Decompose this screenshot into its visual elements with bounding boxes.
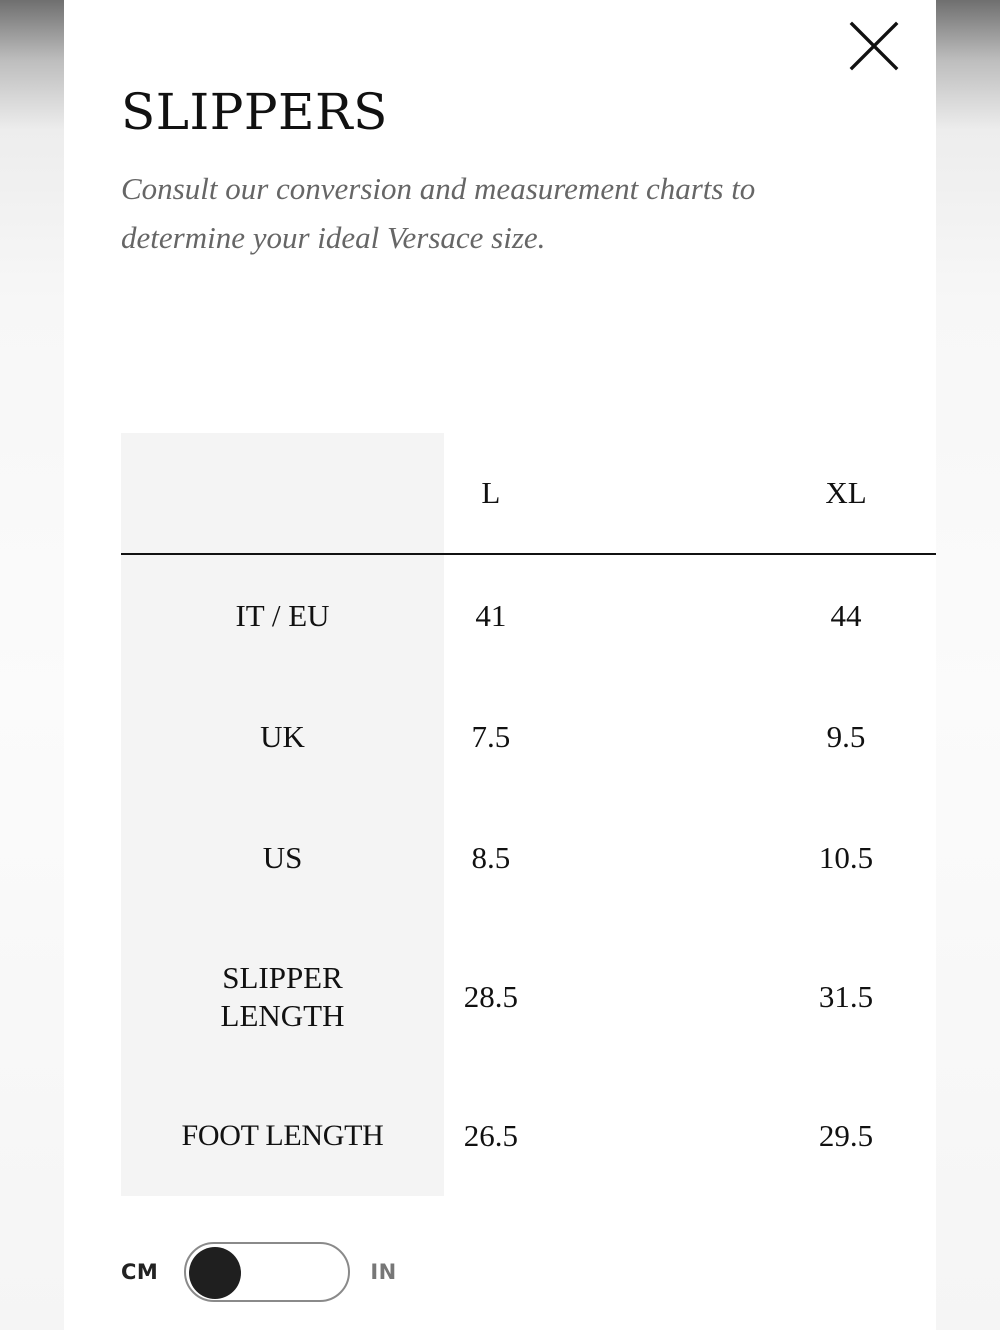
modal-title: SLIPPERS	[121, 83, 388, 141]
column-spacer	[538, 676, 756, 797]
cell-l: 26.5	[463, 1117, 518, 1153]
cell-xl: 10.5	[818, 839, 874, 875]
cell-xl: 29.5	[818, 1117, 874, 1153]
row-label-it-eu: IT / EU	[121, 554, 444, 676]
table-header-row	[121, 433, 936, 554]
column-header-xl: XL	[825, 475, 867, 510]
row-label-us: US	[121, 797, 444, 918]
size-guide-modal	[64, 0, 936, 1330]
table-row	[121, 918, 936, 1075]
row-label-slipper-length: SLIPPER LENGTH	[121, 918, 444, 1075]
cell-l: 7.5	[471, 718, 511, 754]
cell-l: 28.5	[463, 978, 518, 1014]
column-spacer	[538, 918, 756, 1075]
modal-subtitle: Consult our conversion and measurement charts to determine your ideal Versace size.	[121, 171, 756, 255]
column-spacer	[538, 797, 756, 918]
cell-l: 41	[475, 597, 507, 633]
cell-xl: 44	[830, 597, 862, 633]
cell-xl: 31.5	[818, 978, 874, 1014]
table-row	[121, 797, 936, 918]
table-corner-cell	[121, 433, 444, 554]
cell-l: 8.5	[471, 839, 511, 875]
unit-toggle	[121, 1240, 397, 1304]
table-row	[121, 554, 936, 676]
close-button[interactable]	[846, 18, 902, 74]
row-label-uk: UK	[121, 676, 444, 797]
table-row	[121, 676, 936, 797]
size-table	[121, 433, 936, 1196]
column-header-l: L	[481, 475, 501, 510]
unit-label-in[interactable]: IN	[370, 1260, 397, 1284]
unit-switch[interactable]	[184, 1242, 350, 1302]
table-row	[121, 1075, 936, 1196]
row-label-foot-length: FOOT LENGTH	[121, 1075, 444, 1196]
unit-label-cm[interactable]: CM	[121, 1260, 159, 1284]
column-spacer	[538, 433, 756, 554]
switch-knob[interactable]	[189, 1247, 241, 1299]
close-icon	[846, 18, 902, 74]
column-spacer	[538, 554, 756, 676]
column-spacer	[538, 1075, 756, 1196]
cell-xl: 9.5	[826, 718, 866, 754]
